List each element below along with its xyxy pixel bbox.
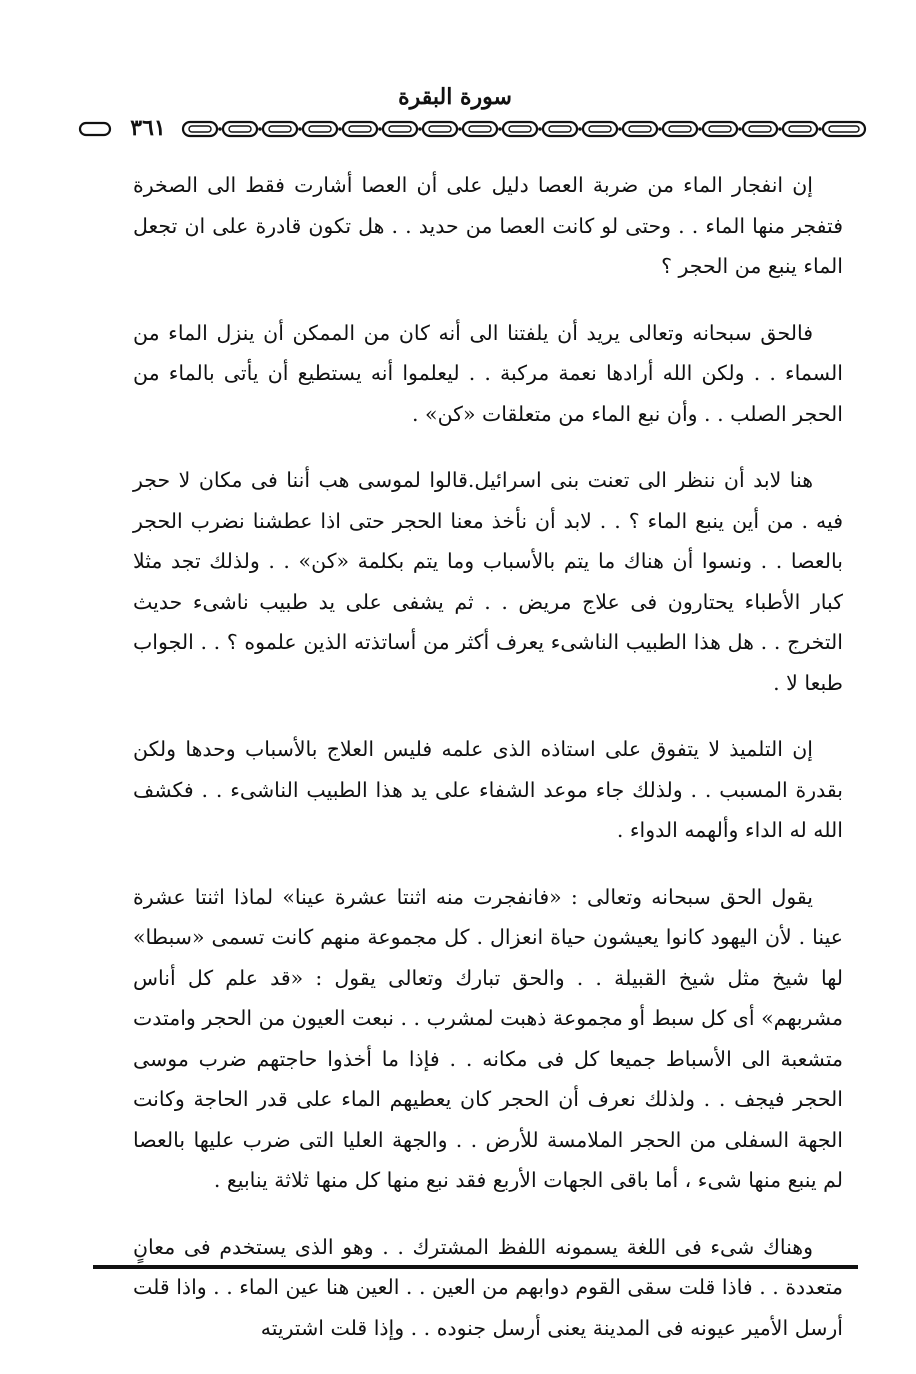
surah-title: سورة البقرة bbox=[398, 84, 512, 110]
paragraph: إن انفجار الماء من ضربة العصا دليل على أن العصا أشارت فقط الى الصخرة فتفجر منها الماء . . وحتى لو كانت العصا من حديد . . هل تكون قادرة على ان تجعل الماء ينبع من الحجر ؟ bbox=[133, 173, 843, 278]
paragraph: فالحق سبحانه وتعالى يريد أن يلفتنا الى أنه كان من الممكن أن ينزل الماء من السماء . . ولكن الله أرادها نعمة مركبة . . ليعلموا أنه يستطيع أن يأتى بالماء من الحجر الصلب . . وأن نبع الماء من متعلقات «كن» . bbox=[133, 320, 843, 426]
body-text bbox=[133, 165, 843, 1374]
ornamental-header-border bbox=[78, 117, 870, 141]
paragraph: هنا لابد أن ننظر الى تعنت بنى اسرائيل.قالوا لموسى هب أننا فى مكان لا حجر فيه . من أين ينبع الماء ؟ . . لابد أن نأخذ معنا الحجر حتى اذا عطشنا نضرب الحجر بالعصا . . ونسوا أن هناك ما يتم بالأسباب وما يتم بكلمة «كن» . . ولذلك تجد مثلا كبار الأطباء يحتارون فى علاج مريض . . ثم يشفى على يد طبيب ناشىء حديث التخرج . . هل هذا الطبيب الناشىء يعرف أكثر من أساتذته الذين علموه ؟ . . الجواب طبعا لا . bbox=[133, 468, 843, 695]
paragraph: وهناك شىء فى اللغة يسمونه اللفظ المشترك . . وهو الذى يستخدم فى معانٍ متعددة . . فاذا قلت سقى القوم دوابهم من العين . . العين هنا عين الماء . . واذا قلت أرسل الأمير عيونه فى المدينة يعنى أرسل جنوده . . وإذا قلت اشتريته bbox=[133, 1234, 843, 1340]
paragraph: يقول الحق سبحانه وتعالى : «فانفجرت منه اثنتا عشرة عينا» لماذا اثنتا عشرة عينا . لأن اليهود كانوا يعيشون حياة انعزال . كل مجموعة منهم كانت تسمى «سبطا» لها شيخ مثل شيخ القبيلة . . والحق تبارك وتعالى يقول : «قد علم كل أناس مشربهم» أى كل سبط أو مجموعة ذهبت لمشرب . . نبعت العيون من الحجر وامتدت متشعبة الى الأسباط جميعا كل فى مكانه . . فإذا ما أخذوا حاجتهم ضرب موسى الحجر فيجف . . ولذلك نعرف أن الحجر كان يعطيهم الماء على قدر الحاجة وكانت الجهة السفلى من الحجر الملامسة للأرض . . والجهة العليا التى ضرب عليها بالعصا لم ينبع منها شىء ، أما باقى الجهات الأربع فقد نبع منها كل منها ثلاثة ينابيع . bbox=[133, 884, 843, 1192]
paragraph: إن التلميذ لا يتفوق على استاذه الذى علمه فليس العلاج بالأسباب وحدها ولكن بقدرة المسبب . . ولذلك جاء موعد الشفاء على يد هذا الطبيب الناشىء . . فكشف الله له الداء وألهمه الدواء . bbox=[133, 737, 843, 842]
page-number: ٣٦١ bbox=[118, 113, 178, 143]
footer-rule bbox=[93, 1265, 858, 1269]
